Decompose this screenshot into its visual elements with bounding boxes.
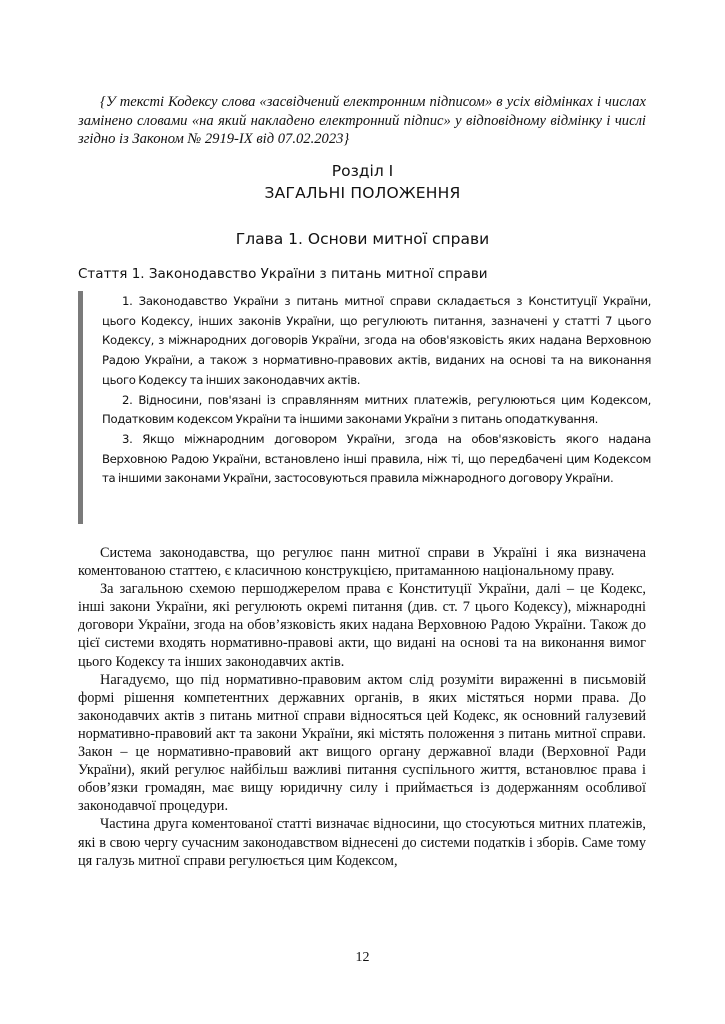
commentary-paragraph-3: Нагадуємо, що під нормативно-правовим актом слід розуміти вираженні в письмовій формі рішення компетентних державних органів, в яких містяться норми права. До законодавчих актів з питань митної справи відносяться цей Кодекс, як основний галузевий нормативно-правовий акт та закони України, які містять положення з питань митної справи. Закон – це нормативно-правовий акт вищого органу державної влади (Верховної Ради України), який регулює найбільш важливі питання суспільного життя, встановлює права і обов’язки громадян, має вищу юридичну силу і приймається із додержанням особливої законодавчої процедури. — [78, 671, 646, 815]
article-paragraph-1: 1. Законодавство України з питань митної справи складається з Конституції України, цього Кодексу, інших законів України, що регулюють питання, зазначені у статті 7 цього Кодексу, з міжнародних договорів України, згода на обов'язковість яких надана Верховною Радою України, а також з нормативно-правових актів, виданих на основі та на виконання цього Кодексу та інших законодавчих актів. — [102, 294, 651, 387]
article-title: Стаття 1. Законодавство України з питань митної справи — [78, 266, 488, 282]
commentary-paragraph-2: За загальною схемою першоджерелом права є Конституції України, далі – це Кодекс, інші закони України, які регулюють окремі питання (див. ст. 7 цього Кодексу), міжнародні договори України, згода на обов’язковість яких надана Верховною Радою України. Також до цієї системи входять нормативно-правові акти, що видані на основі та на виконання вимог цього Кодексу та інших законодавчих актів. — [78, 581, 646, 670]
article-text — [102, 292, 651, 489]
article-paragraph-2: 2. Відносини, пов'язані із справлянням митних платежів, регулюються цим Кодексом, Податковим кодексом України та іншими законами України з питань оподаткування. — [102, 392, 651, 427]
article-quote-block — [78, 291, 650, 524]
commentary-text — [78, 544, 646, 870]
section-number: Розділ I — [331, 162, 394, 180]
article-paragraph-3: 3. Якщо міжнародним договором України, згода на обов'язковість якого надана Верховною Радою України, встановлено інші правила, ніж ті, що передбачені цим Кодексом та іншими законами України, застосовуються правила міжнародного договору України. — [102, 431, 651, 486]
page-number: 12 — [355, 950, 370, 965]
amendment-note — [78, 93, 646, 149]
commentary-paragraph-4: Частина друга коментованої статті визначає відносини, що стосуються митних платежів, які в свою чергу сучасним законодавством віднесені до системи податків і зборів. Саме тому ця галузь митної справи регулюється цим Кодексом, — [78, 816, 646, 869]
chapter-title: Глава 1. Основи митної справи — [235, 230, 490, 248]
amendment-note-text: {У тексті Кодексу слова «засвідчений електронним підписом» в усіх відмінках і числах замінено словами «на який накладено електронний підпис» у відповідному відмінку і числі згідно із Законом № 2919-IX від 07.02.2023} — [78, 94, 646, 147]
section-title: ЗАГАЛЬНІ ПОЛОЖЕННЯ — [264, 184, 461, 202]
commentary-paragraph-1: Система законодавства, що регулює панн митної справи в Україні і яка визначена коментованою статтею, є класичною конструкцією, притаманною національному праву. — [78, 545, 646, 580]
